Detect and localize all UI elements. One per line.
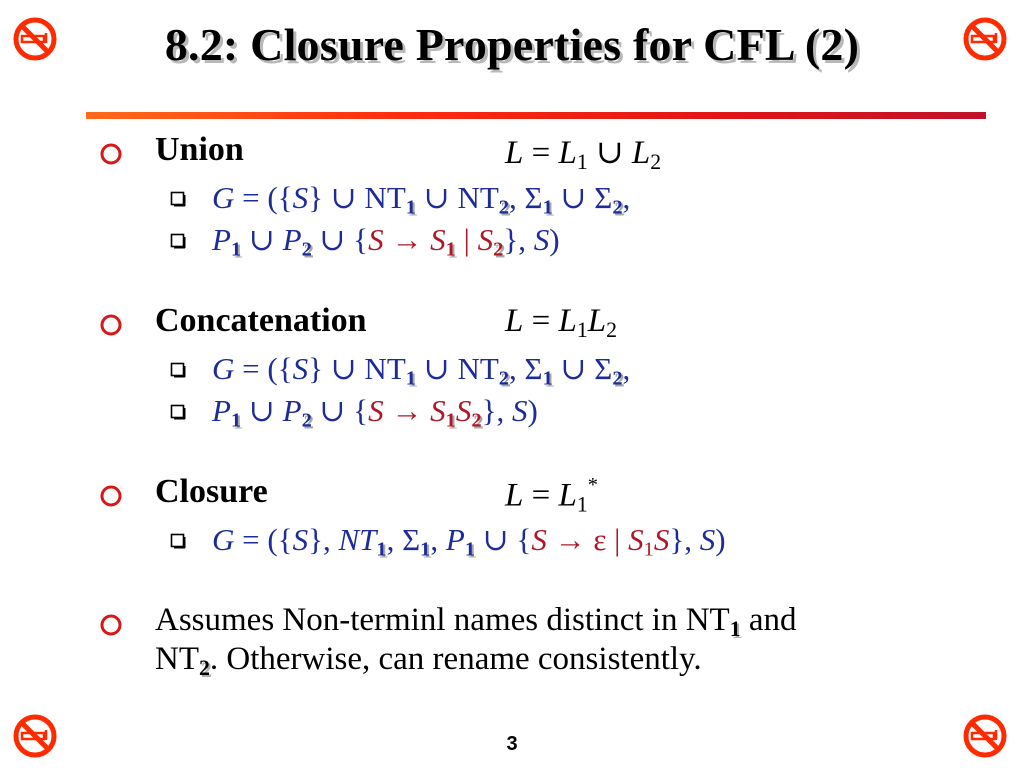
concatenation-productions-line: P1 ∪ P2 ∪ {S → S1S2}, S) — [212, 393, 538, 432]
closure-grammar-line: G = ({S}, NT1, Σ1, P1 ∪ {S → ε | S1S}, S) — [212, 522, 726, 561]
concatenation-heading: Concatenation — [155, 302, 367, 339]
hollow-circle-bullet-icon — [98, 141, 124, 167]
hollow-circle-bullet-icon — [98, 483, 124, 509]
union-heading: Union — [155, 131, 244, 168]
concatenation-equation: L = L1L2 — [505, 303, 617, 343]
closure-heading: Closure — [155, 473, 268, 510]
title-divider — [86, 112, 986, 119]
hollow-circle-bullet-icon — [98, 612, 124, 638]
note-line-2: NT2. Otherwise, can rename consistently. — [155, 641, 702, 681]
hollow-square-bullet-icon — [170, 233, 186, 249]
closure-equation: L = L1* — [505, 474, 598, 517]
concatenation-grammar-line: G = ({S} ∪ NT1 ∪ NT2, Σ1 ∪ Σ2, — [212, 351, 631, 390]
hollow-square-bullet-icon — [170, 362, 186, 378]
union-equation: L = L1 ∪ L2 — [505, 135, 662, 175]
slide-title: 8.2: Closure Properties for CFL (2) — [164, 19, 860, 70]
union-productions-line: P1 ∪ P2 ∪ {S → S1 | S2}, S) — [212, 222, 560, 261]
note-line-1: Assumes Non-terminl names distinct in NT1 and — [155, 602, 797, 642]
union-grammar-line: G = ({S} ∪ NT1 ∪ NT2, Σ1 ∪ Σ2, — [212, 180, 631, 219]
page-number: 3 — [506, 733, 518, 755]
hollow-square-bullet-icon — [170, 404, 186, 420]
hollow-circle-bullet-icon — [98, 312, 124, 338]
hollow-square-bullet-icon — [170, 533, 186, 549]
hollow-square-bullet-icon — [170, 191, 186, 207]
